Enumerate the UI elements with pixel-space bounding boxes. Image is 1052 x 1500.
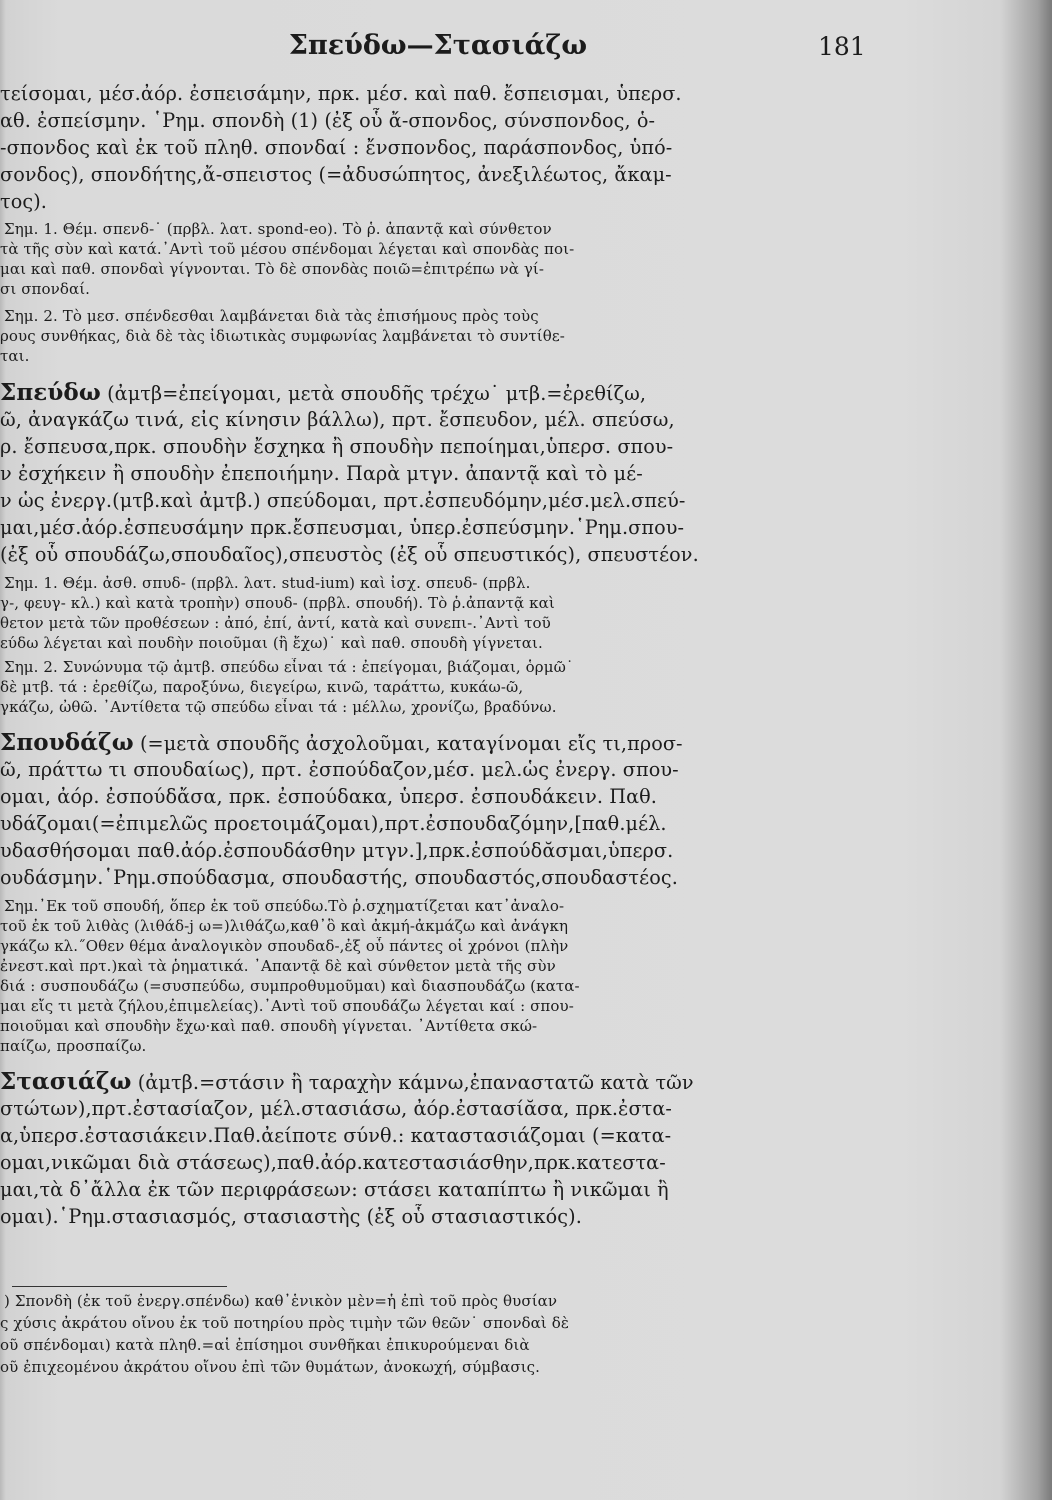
note-line: Σημ.᾿Εκ τοῦ σπουδή, ὅπερ ἐκ τοῦ σπεύδω.Τὸ ῥ.σχηματίζεται κατ᾿ἀναλο- — [4, 897, 565, 915]
text-line: Σπεύδω (ἀμτβ=ἐπείγομαι, μετὰ σπουδῆς τρέχω˙ μτβ.=ἐρεθίζω, — [0, 380, 647, 406]
text-line: τος). — [0, 190, 47, 213]
page-number: 181 — [818, 32, 866, 61]
note-line: εύδω λέγεται καὶ πουδὴν ποιοῦμαι (ἢ ἔχω)˙ καὶ παθ. σπουδὴ γίγνεται. — [0, 634, 543, 652]
text-line: ομαι).῾Ρημ.στασιασμός, στασιαστὴς (ἐξ οὗ στασιαστικός). — [0, 1205, 582, 1228]
note-line: ποιοῦμαι καὶ σπουδὴν ἔχω·καὶ παθ. σπουδὴ γίγνεται. ᾿Αντίθετα σκώ- — [0, 1017, 538, 1035]
running-head: Σπεύδω—Στασιάζω — [288, 30, 588, 61]
note-line: ρους συνθήκας, διὰ δὲ τὰς ἰδιωτικὰς συμφωνίας λαμβάνεται τὸ συντίθε- — [0, 327, 565, 345]
text-line: σονδος), σπονδήτης,ἄ-σπειστος (=ἀδυσώπητος, ἀνεξιλέωτος, ἄκαμ- — [0, 163, 672, 186]
text-line: (ἐξ οὗ σπουδάζω,σπουδαῖος),σπευστὸς (ἐξ οὗ σπευστικός), σπευστέον. — [0, 543, 699, 566]
footnote-line: οῦ ἐπιχεομένου ἀκράτου οἴνου ἐπὶ τῶν θυμάτων, ἀνοκωχή, σύμβασις. — [0, 1358, 541, 1376]
note-line: τοῦ ἐκ τοῦ λιθὰς (λιθάδ-j ω=)λιθάζω,καθ᾿ὃ καὶ ἀκμή-ἀκμάζω καὶ ἀνάγκη — [0, 917, 569, 935]
note-line: διά : συσπουδάζω (=συσπεύδω, συμπροθυμοῦμαι) καὶ διασπουδάζω (κατα- — [0, 977, 580, 995]
text-line: ομαι, ἀόρ. ἐσπούδἄσα, πρκ. ἐσπούδακα, ὑπερσ. ἐσπουδάκειν. Παθ. — [0, 785, 658, 808]
text-line: ῶ, ἀναγκάζω τινά, εἰς κίνησιν βάλλω), πρτ. ἔσπευδον, μέλ. σπεύσω, — [0, 408, 675, 431]
text-line: ομαι,νικῶμαι διὰ στάσεως),παθ.ἀόρ.κατεστασιάσθην,πρκ.κατεστα- — [0, 1151, 666, 1174]
text-line: α,ὑπερσ.ἐστασιάκειν.Παθ.ἀείποτε σύνθ.: καταστασιάζομαι (=κατα- — [0, 1124, 672, 1147]
note-line: γ-, φευγ- κλ.) καὶ κατὰ τροπὴν) σπουδ- (πρβλ. σπουδή). Τὸ ῥ.ἀπαντᾷ καὶ — [0, 594, 555, 612]
text-line: ῶ, πράττω τι σπουδαίως), πρτ. ἐσπούδαζον,μέσ. μελ.ὡς ἐνεργ. σπου- — [0, 758, 679, 781]
note-line: γκάζω, ὠθῶ. ᾿Αντίθετα τῷ σπεύδω εἶναι τά : μέλλω, χρονίζω, βραδύνω. — [0, 698, 557, 716]
note-line: Σημ. 2. Συνώνυμα τῷ ἀμτβ. σπεύδω εἶναι τά : ἐπείγομαι, βιάζομαι, ὁρμῶ˙ — [4, 658, 574, 676]
note-line: παίζω, προσπαίζω. — [0, 1037, 147, 1055]
text-line: στώτων),πρτ.ἐστασίαζον, μέλ.στασιάσω, ἀόρ.ἐστασίᾰσα, πρκ.ἐστα- — [0, 1097, 673, 1120]
footnote-line: ς χύσις ἀκράτου οἴνου ἐκ τοῦ ποτηρίου πρὸς τιμὴν τῶν θεῶν˙ σπονδαὶ δὲ — [0, 1314, 570, 1332]
text-line: ουδάσμην.῾Ρημ.σπούδασμα, σπουδαστής, σπουδαστός,σπουδαστέος. — [0, 866, 678, 889]
note-line: ἐνεστ.καὶ πρτ.)καὶ τὰ ῥηματικά. ᾿Απαντᾷ δὲ καὶ σύνθετον μετὰ τῆς σὺν — [0, 957, 556, 975]
text-line: τείσομαι, μέσ.ἀόρ. ἐσπεισάμην, πρκ. μέσ. καὶ παθ. ἔσπεισμαι, ὑπερσ. — [0, 82, 682, 105]
entry-headword: Σπεύδω — [0, 380, 101, 406]
note-line: Σημ. 2. Τὸ μεσ. σπένδεσθαι λαμβάνεται διὰ τὰς ἐπισήμους πρὸς τοὺς — [4, 307, 539, 325]
text-line: Στασιάζω (ἀμτβ.=στάσιν ἢ ταραχὴν κάμνω,ἐπαναστατῶ κατὰ τῶν — [0, 1069, 694, 1095]
text-line: αθ. ἐσπείσμην. ῾Ρημ. σπονδὴ (1) (ἐξ οὗ ἄ-σπονδος, σύνσπονδος, ὁ- — [0, 109, 656, 132]
text-line: ρ. ἔσπευσα,πρκ. σπουδὴν ἔσχηκα ἢ σπουδὴν πεποίημαι,ὑπερσ. σπου- — [0, 435, 674, 458]
note-line: σι σπονδαί. — [0, 280, 91, 298]
text-line: υδάζομαι(=ἐπιμελῶς προετοιμάζομαι),πρτ.ἐσπουδαζόμην,[παθ.μέλ. — [0, 812, 667, 835]
note-line: μαι καὶ παθ. σπονδαὶ γίγνονται. Τὸ δὲ σπονδὰς ποιῶ=ἐπιτρέπω νὰ γί- — [0, 260, 545, 278]
text-line: Σπουδάζω (=μετὰ σπουδῆς ἀσχολοῦμαι, καταγίνομαι εἴς τι,προσ- — [0, 730, 683, 756]
note-line: δὲ μτβ. τά : ἐρεθίζω, παροξύνω, διεγείρω, κινῶ, ταράττω, κυκάω-ῶ, — [0, 678, 524, 696]
entry-headword: Σπουδάζω — [0, 730, 134, 756]
note-line: ται. — [0, 347, 30, 365]
note-line: γκάζω κλ.˝Οθεν θέμα ἀναλογικὸν σπουδαδ-,ἐξ οὗ πάντες οἱ χρόνοι (πλὴν — [0, 937, 569, 955]
note-line: Σημ. 1. Θέμ. ἀσθ. σπυδ- (πρβλ. λατ. stud-ium) καὶ ἰσχ. σπευδ- (πρβλ. — [4, 574, 531, 592]
note-line: τὰ τῆς σὺν καὶ κατά.᾿Αντὶ τοῦ μέσου σπένδομαι λέγεται καὶ σπονδὰς ποι- — [0, 240, 575, 258]
footnote-divider — [12, 1286, 227, 1287]
entry-headword: Στασιάζω — [0, 1069, 132, 1095]
footnote-line: ) Σπονδὴ (ἐκ τοῦ ἐνεργ.σπένδω) καθ᾿ἑνικὸν μὲν=ἡ ἐπὶ τοῦ πρὸς θυσίαν — [4, 1292, 558, 1310]
footnote-line: οῦ σπένδομαι) κατὰ πληθ.=αἱ ἐπίσημοι συνθῆκαι ἐπικυρούμεναι διὰ — [0, 1336, 530, 1354]
text-line: μαι,τὰ δ᾿ἄλλα ἐκ τῶν περιφράσεων: στάσει καταπίπτω ἢ νικῶμαι ἢ — [0, 1178, 669, 1201]
text-line: ν ὡς ἐνεργ.(μτβ.καὶ ἀμτβ.) σπεύδομαι, πρτ.ἐσπευδόμην,μέσ.μελ.σπεύ- — [0, 489, 686, 512]
text-line: -σπονδος καὶ ἐκ τοῦ πληθ. σπονδαί : ἔνσπονδος, παράσπονδος, ὑπό- — [0, 136, 673, 159]
note-line: μαι εἴς τι μετὰ ζήλου,ἐπιμελείας).᾿Αντὶ τοῦ σπουδάζω λέγεται καί : σπου- — [0, 997, 574, 1015]
note-line: θετον μετὰ τῶν προθέσεων : ἀπό, ἐπί, ἀντί, κατὰ καὶ συνεπι-.᾿Αντὶ τοῦ — [0, 614, 551, 632]
note-line: Σημ. 1. Θέμ. σπενδ-˙ (πρβλ. λατ. spond-eo). Τὸ ῥ. ἀπαντᾷ καὶ σύνθετον — [4, 220, 552, 238]
page-header — [0, 30, 1052, 70]
text-line: υδασθήσομαι παθ.ἀόρ.ἐσπουδάσθην μτγν.],πρκ.ἐσπούδᾰσμαι,ὑπερσ. — [0, 839, 674, 862]
text-line: μαι,μέσ.ἀόρ.ἐσπευσάμην πρκ.ἔσπευσμαι, ὑπερ.ἐσπεύσμην.῾Ρημ.σπου- — [0, 516, 685, 539]
text-line: ν ἐσχήκειν ἢ σπουδὴν ἐπεποιήμην. Παρὰ μτγν. ἀπαντᾷ καὶ τὸ μέ- — [0, 462, 643, 485]
